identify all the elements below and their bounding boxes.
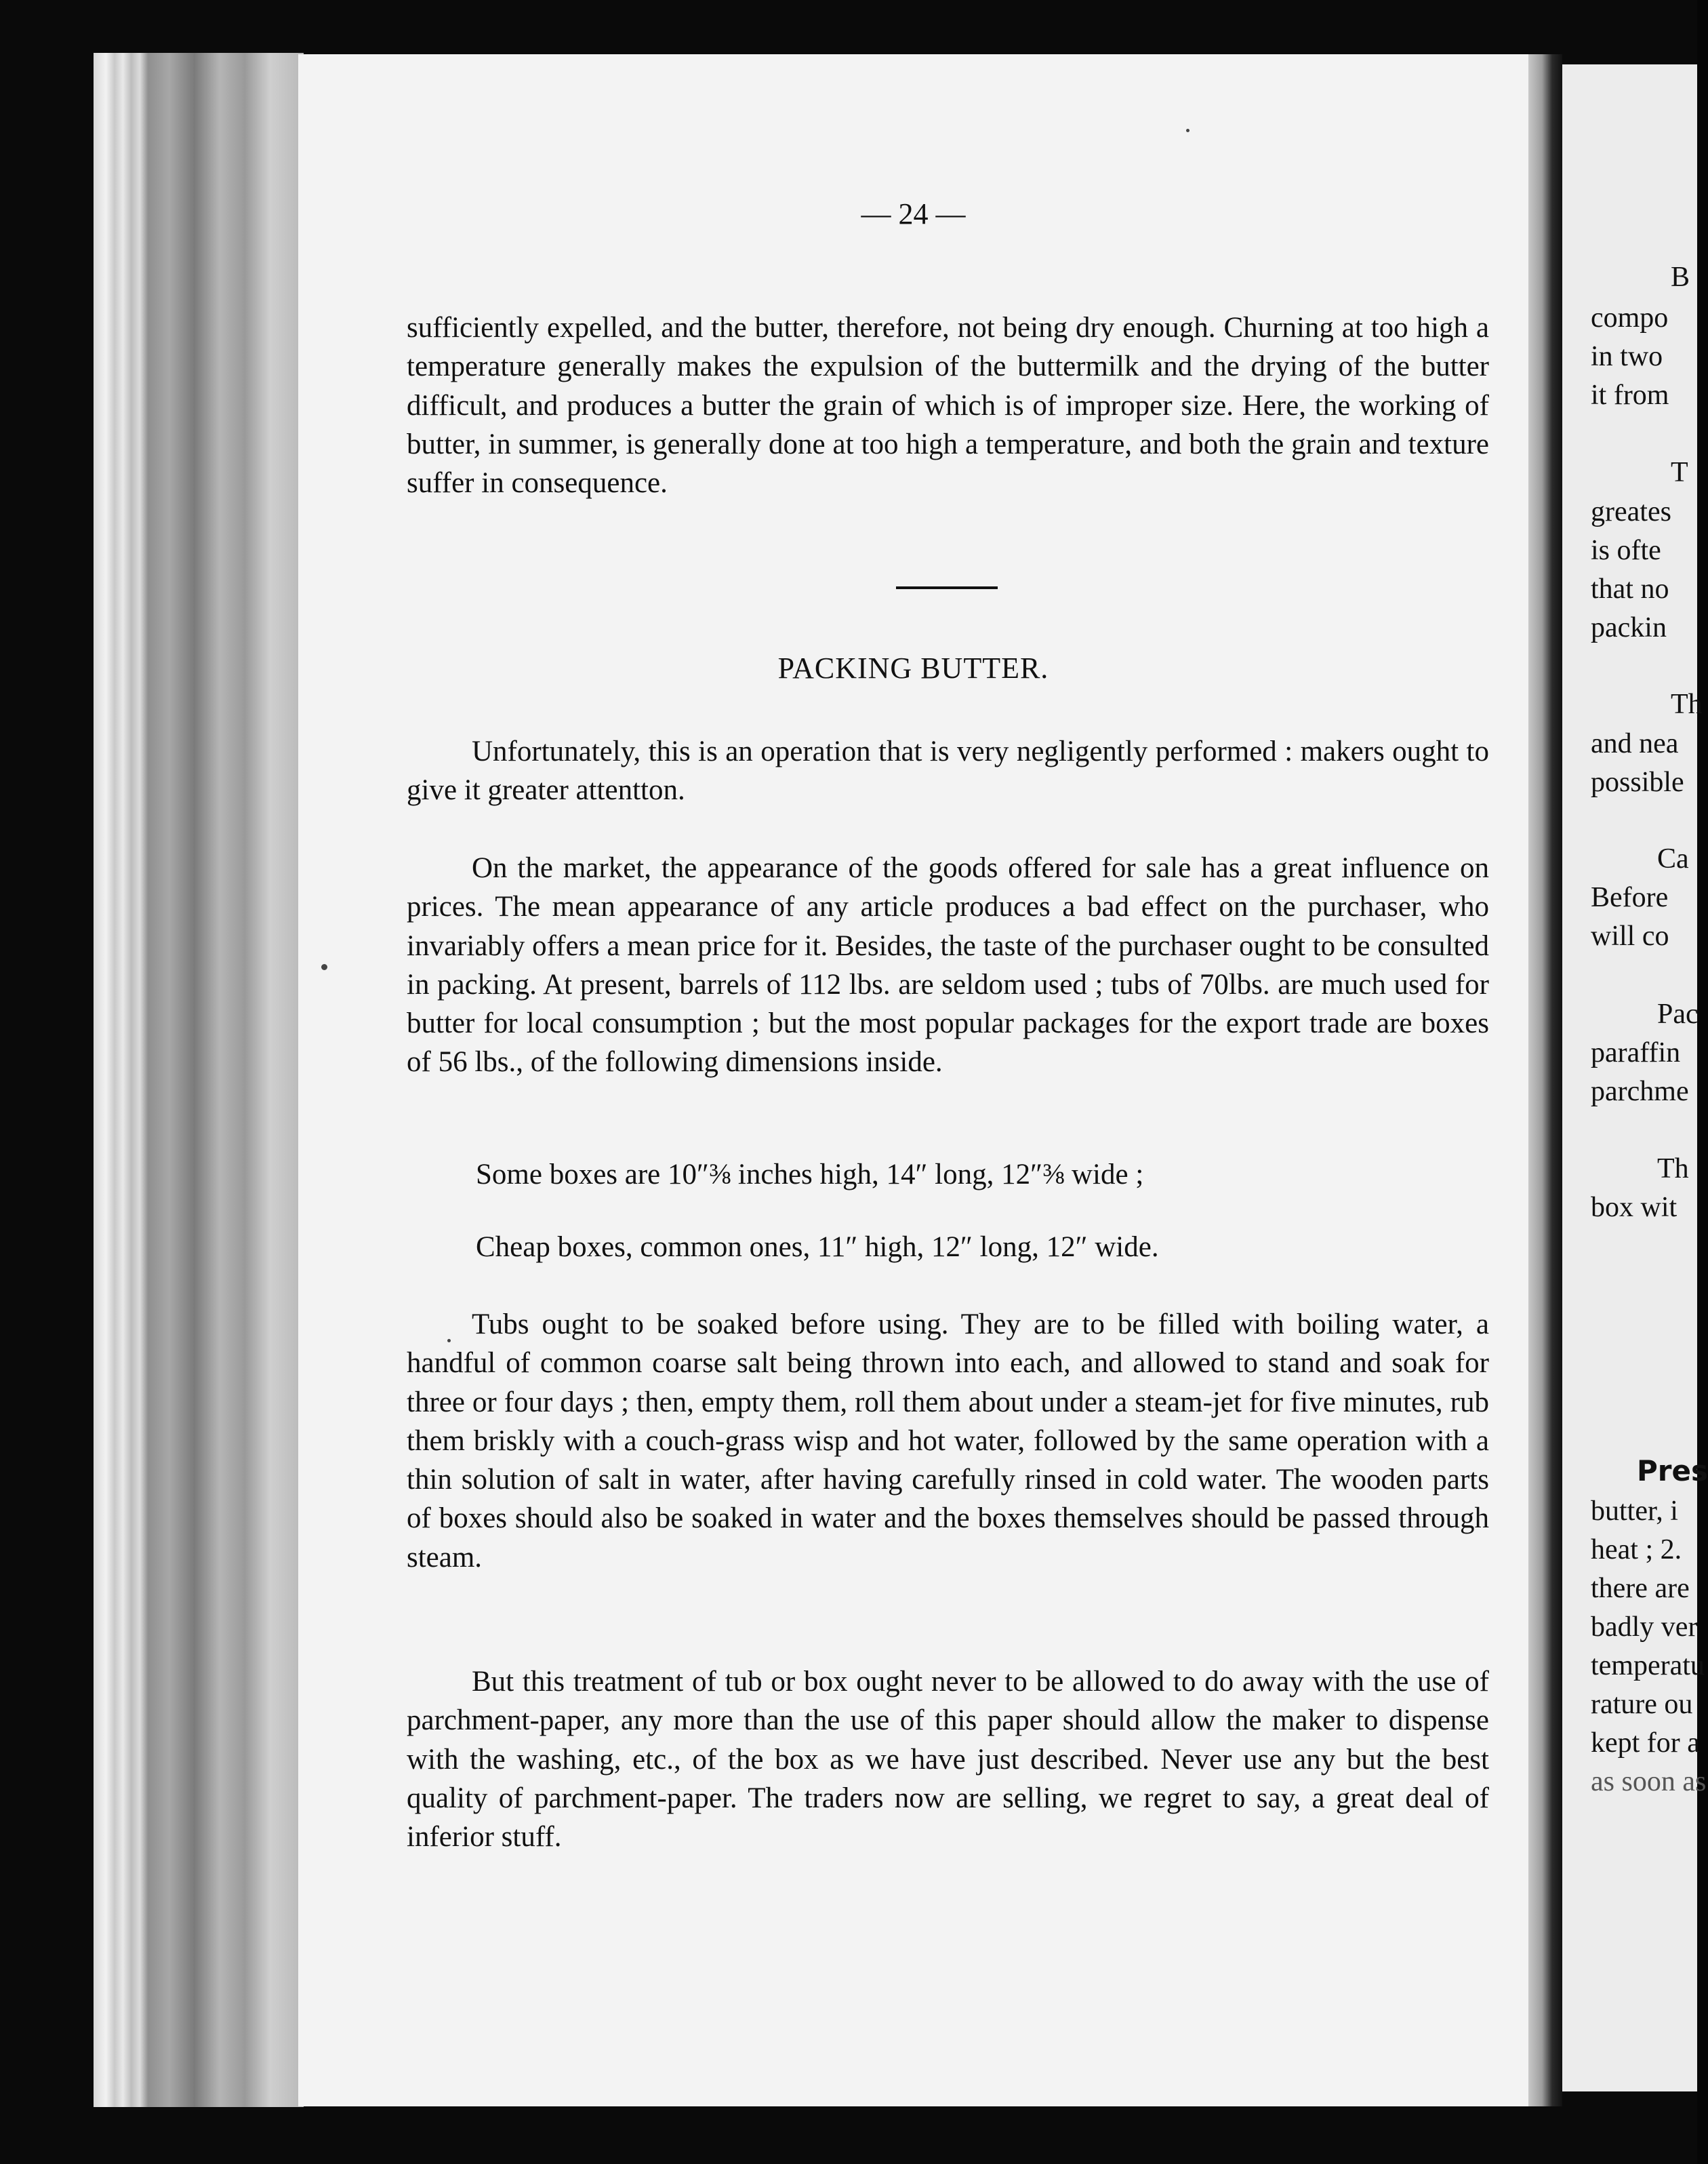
paragraph-3 <box>407 1305 1489 1577</box>
fragment-line: and nea <box>1591 728 1679 759</box>
paragraph-4 <box>407 1662 1489 1856</box>
fragment-line: there are <box>1591 1573 1690 1604</box>
paragraph-text: Tubs ought to be soaked before using. They are to be filled with boiling water, a handful of common coarse salt being thrown into each, and allowed to stand and soak for three or four days ; then, empty them, roll them about under a steam-jet for five minutes, rub them briskly with a couch-grass wisp and hot water, followed by the same operation with a thin solution of salt in water, after having carefully rinsed in cold water. The wooden parts of boxes should also be soaked in water and the boxes themselves should be passed through steam. <box>407 1308 1489 1574</box>
fragment-line: Pac <box>1657 999 1699 1030</box>
fragment-line: badly ver <box>1591 1611 1698 1643</box>
fragment-line: temperatu <box>1591 1650 1705 1681</box>
paragraph-1 <box>407 732 1489 810</box>
paragraph-2 <box>407 849 1489 1082</box>
paragraph-text: On the market, the appearance of the goods offered for sale has a great influence on prices. The mean appearance of any article produces a bad effect on the purchaser, who invariably offers a mean price for it. Besides, the taste of the purchaser ought to be consulted in packing. At present, barrels of 112 lbs. are seldom used ; tubs of 70lbs. are much used for butter for local consumption ; but the most popular packages for the export trade are boxes of 56 lbs., of the following dimensions inside. <box>407 852 1489 1079</box>
fragment-line: Ca <box>1657 843 1689 875</box>
fragment-line: in two <box>1591 341 1663 372</box>
fragment-line: packin <box>1591 612 1667 643</box>
book-page <box>298 54 1528 2106</box>
section-heading: PACKING BUTTER. <box>777 652 1049 685</box>
fragment-line: as soon as <box>1591 1766 1707 1797</box>
ink-speck <box>447 1339 451 1342</box>
fragment-line: T <box>1671 457 1688 488</box>
fragment-line: compo <box>1591 302 1669 334</box>
fragment-line: box wit <box>1591 1192 1678 1223</box>
fragment-line: Th <box>1657 1153 1689 1184</box>
adjacent-page-fragment <box>1562 64 1708 2091</box>
box-dimensions-line-1: Some boxes are 10″⅜ inches high, 14″ long, 12″⅜ wide ; <box>476 1159 1144 1190</box>
fragment-line: Th <box>1671 689 1703 720</box>
fragment-line: greates <box>1591 496 1671 527</box>
fragment-line: paraffin <box>1591 1037 1681 1068</box>
paragraph-text: sufficiently expelled, and the butter, therefore, not being dry enough. Churning at too high a temperature generally makes the expulsion of the buttermilk and the drying of the butter difficult, and produces a butter the grain of which is of improper size. Here, the working of butter, in summer, is generally done at too high a temperature, and both the grain and texture suffer in consequence. <box>407 312 1489 500</box>
fragment-line: kept for a <box>1591 1727 1700 1759</box>
ink-speck <box>321 964 327 970</box>
paragraph-continued <box>407 308 1489 502</box>
box-dimensions-line-2: Cheap boxes, common ones, 11″ high, 12″ long, 12″ wide. <box>476 1231 1159 1263</box>
fragment-line: rature ou <box>1591 1689 1693 1720</box>
fragment-line: it from <box>1591 380 1669 411</box>
section-divider <box>896 586 998 589</box>
fragment-line: possible <box>1591 767 1684 798</box>
book-page-edges <box>94 53 304 2107</box>
fragment-line: will co <box>1591 921 1669 952</box>
paragraph-text: Unfortunately, this is an operation that is very negligently performed : makers ought to give it greater attentton. <box>407 736 1489 807</box>
fragment-line: is ofte <box>1591 535 1661 566</box>
fragment-line: that no <box>1591 574 1669 605</box>
fragment-heading: Pres <box>1637 1454 1708 1487</box>
fragment-line: heat ; 2. <box>1591 1534 1682 1565</box>
fragment-line: butter, i <box>1591 1496 1678 1527</box>
fragment-line: parchme <box>1591 1076 1689 1107</box>
paragraph-text: But this treatment of tub or box ought never to be allowed to do away with the use of parchment-paper, any more than the use of this paper should allow the maker to dispense with the washing, etc., of the box as we have just described. Never use any but the best quality of parchment-paper. The traders now are selling, we regret to say, a great deal of inferior stuff. <box>407 1666 1489 1854</box>
book-gutter <box>1528 54 1562 2106</box>
page-number: — 24 — <box>861 197 966 231</box>
fragment-line: B <box>1671 262 1690 293</box>
fragment-line: Before <box>1591 882 1669 913</box>
ink-speck <box>1186 129 1190 132</box>
